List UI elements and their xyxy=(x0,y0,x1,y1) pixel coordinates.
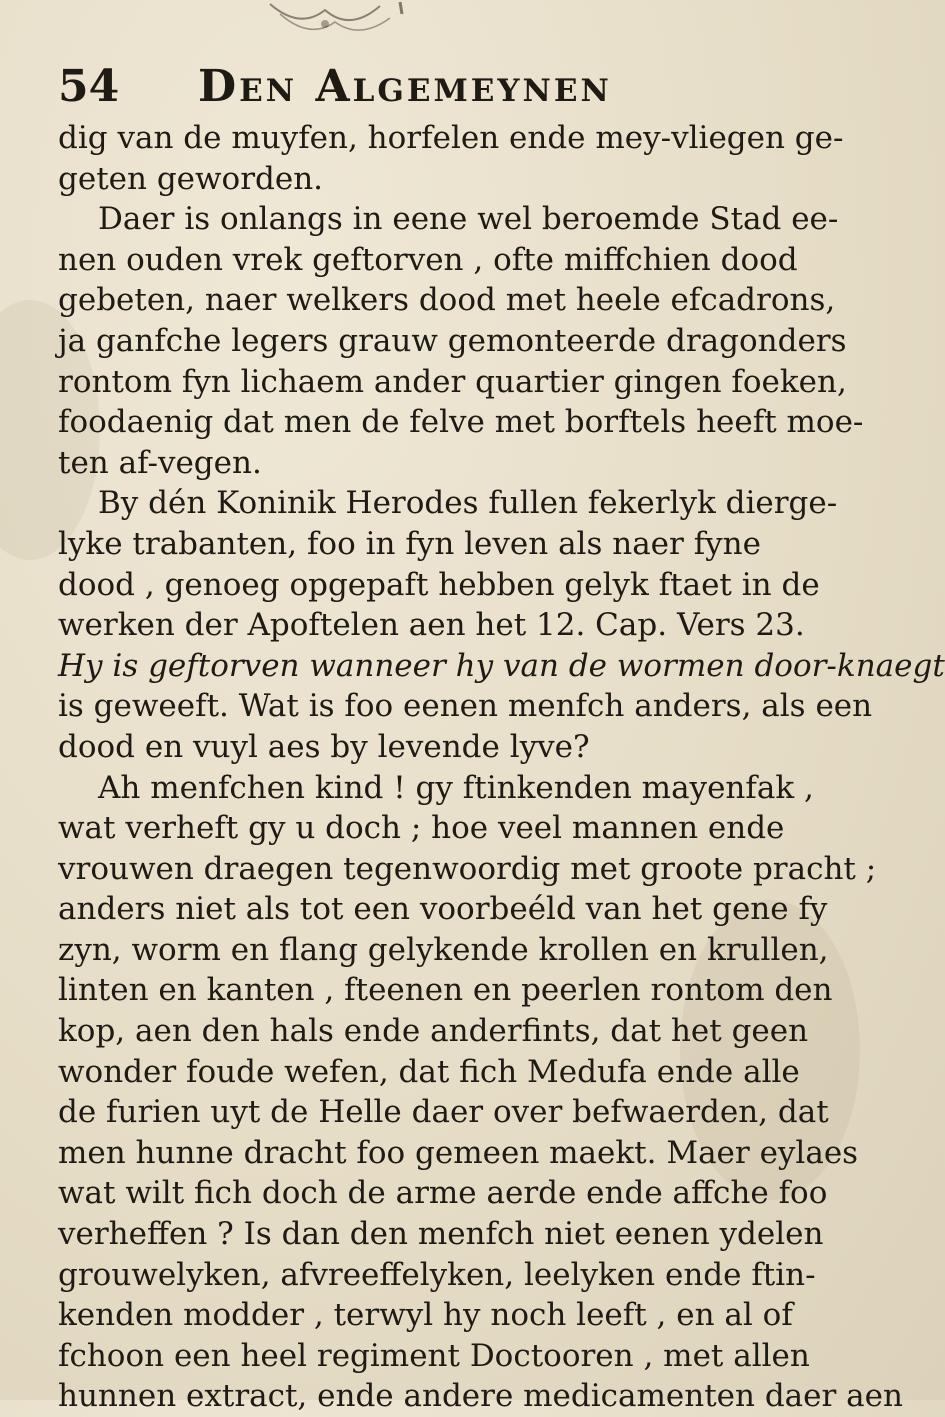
text-line: dood , genoeg opgepaft hebben gelyk ftaet in de xyxy=(58,566,820,603)
text-line: By dén Koninik Herodes fullen fekerlyk dierge- xyxy=(98,485,838,522)
text-line: kop, aen den hals ende anderfints, dat het geen xyxy=(58,1013,809,1050)
text-line: zyn, worm en flang gelykende krollen en krullen, xyxy=(58,931,829,968)
text-line: anders niet als tot een voorbeéld van het gene fy xyxy=(58,891,828,928)
text-line: vrouwen draegen tegenwoordig met groote pracht ; xyxy=(58,850,877,887)
text-line: lyke trabanten, foo in fyn leven als naer fyne xyxy=(58,525,761,562)
text-line: de furien uyt de Helle daer over befwaerden, dat xyxy=(58,1094,829,1131)
text-line: gebeten, naer welkers dood met heele efcadrons, xyxy=(58,282,836,319)
page-number: 54 xyxy=(58,61,120,112)
text-line: ja ganfche legers grauw gemonteerde dragonders xyxy=(58,322,847,359)
text-line: grouwelyken, afvreeffelyken, leelyken ende ftin- xyxy=(58,1256,816,1293)
text-line: kenden modder , terwyl hy noch leeft , en al of xyxy=(58,1297,793,1334)
text-line: dood en vuyl aes by levende lyve? xyxy=(58,728,590,765)
text-line: wat wilt fich doch de arme aerde ende affche foo xyxy=(58,1175,828,1212)
text-line: wat verheft gy u doch ; hoe veel mannen ende xyxy=(58,810,785,847)
body-text xyxy=(58,118,945,1417)
page-header xyxy=(58,52,758,112)
text-line: nen ouden vrek geftorven , ofte miffchien dood xyxy=(58,241,798,278)
text-line: dig van de muyfen, horfelen ende mey-vliegen ge- xyxy=(58,120,844,156)
text-line: hunnen extract, ende andere medicamenten daer aen xyxy=(58,1378,903,1415)
text-line: verheffen ? Is dan den menfch niet eenen ydelen xyxy=(58,1216,824,1253)
decorative-ornament-icon xyxy=(240,0,410,44)
text-line: is geweeft. Wat is foo eenen menfch anders, als een xyxy=(58,688,873,725)
text-line: Ah menfchen kind ! gy ftinkenden mayenfak , xyxy=(98,769,814,806)
text-line: ten af-vegen. xyxy=(58,444,262,481)
running-head: Den Algemeynen xyxy=(198,61,612,112)
text-line: rontom fyn lichaem ander quartier gingen foeken, xyxy=(58,363,847,400)
text-line: geten geworden. xyxy=(58,160,324,197)
text-line: fchoon een heel regiment Doctooren , met allen xyxy=(58,1337,810,1374)
text-line: werken der Apoftelen aen het 12. Cap. Vers 23. xyxy=(58,607,805,644)
text-line: linten en kanten , fteenen en peerlen rontom den xyxy=(58,972,833,1009)
text-line: men hunne dracht foo gemeen maekt. Maer eylaes xyxy=(58,1134,859,1171)
text-line: Hy is geftorven wanneer hy van de wormen door-knaegt xyxy=(58,647,945,684)
text-line: wonder foude wefen, dat fich Medufa ende alle xyxy=(58,1053,800,1090)
text-line: Daer is onlangs in eene wel beroemde Stad ee- xyxy=(98,201,839,238)
text-line: foodaenig dat men de felve met borftels heeft moe- xyxy=(58,404,864,441)
